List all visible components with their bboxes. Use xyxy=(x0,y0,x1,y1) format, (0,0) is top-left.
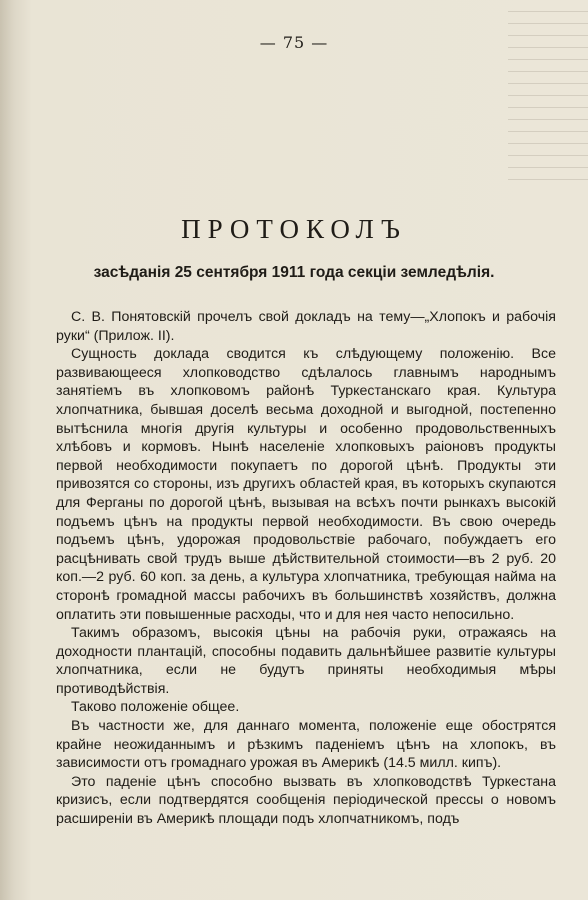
paragraph: Въ частности же, для даннаго момента, положеніе еще обострятся крайне неожиданнымъ и рѣзкимъ паденіемъ цѣнъ на хлопокъ, въ зависимости отъ громаднаго урожая въ Америкѣ (14.5 милл. кипъ). xyxy=(56,718,556,772)
bleed-through-texture xyxy=(508,0,588,190)
paragraph: Таково положеніе общее. xyxy=(71,699,240,716)
page-number: — 75 — xyxy=(259,33,329,52)
paragraph: Такимъ образомъ, высокія цѣны на рабочія руки, отражаясь на доходности плантацій, способны подавить дальнѣйшее развитіе культуры хлопчатника, если не будутъ приняты необходимыя мѣры противодѣйствія. xyxy=(56,625,556,697)
body-text xyxy=(56,308,556,829)
paragraph: Это паденіе цѣнъ способно вызвать въ хлопководствѣ Туркестана кризисъ, если подтвердятся сообщенія періодической прессы о новомъ расширеніи въ Америкѣ площади подъ хлопчатникомъ, подъ xyxy=(56,773,556,828)
page-subtitle: засѣданія 25 сентября 1911 года секціи земледѣлія. xyxy=(93,264,495,281)
paragraph: С. В. Понятовскій прочелъ свой докладъ на тему—„Хлопокъ и рабочія руки“ (Прилож. II). xyxy=(56,309,556,344)
paragraph: Сущность доклада сводится къ слѣдующему положенію. Все развивающееся хлопководство сдѣлалось главнымъ народнымъ занятіемъ въ хлопковомъ районѣ Туркестанскаго края. Культура хлопчатника, бывшая доселѣ весьма доходной и выгодной, постепенно вытѣснила многія другія культуры и особенно продовольственныхъ хлѣбовъ и кормовъ. Нынѣ населеніе хлопковыхъ раіоновъ продукты первой необходимости покупаетъ по дорогой цѣнѣ. Продукты эти привозятся со стороны, изъ другихъ областей края, въ которыхъ скупаются для Ферганы по дорогой цѣнѣ, вызывая на всѣхъ почти рынкахъ высокій подъемъ цѣнъ на продукты первой необходимости. Въ свою очередь подъемъ цѣнъ, удорожая продовольствіе рабочаго, побуждаетъ его расцѣнивать свой трудъ выше дѣйствительной стоимости—въ 2 руб. 20 коп.—2 руб. 60 коп. за день, а культура хлопчатника, требующая найма на сторонѣ громадной массы рабочихъ въ большинствѣ хозяйствъ, должна оплатить эти повышенные расходы, что и для нея часто непосильно. xyxy=(56,346,556,623)
page-title: ПРОТОКОЛЪ xyxy=(181,214,407,244)
